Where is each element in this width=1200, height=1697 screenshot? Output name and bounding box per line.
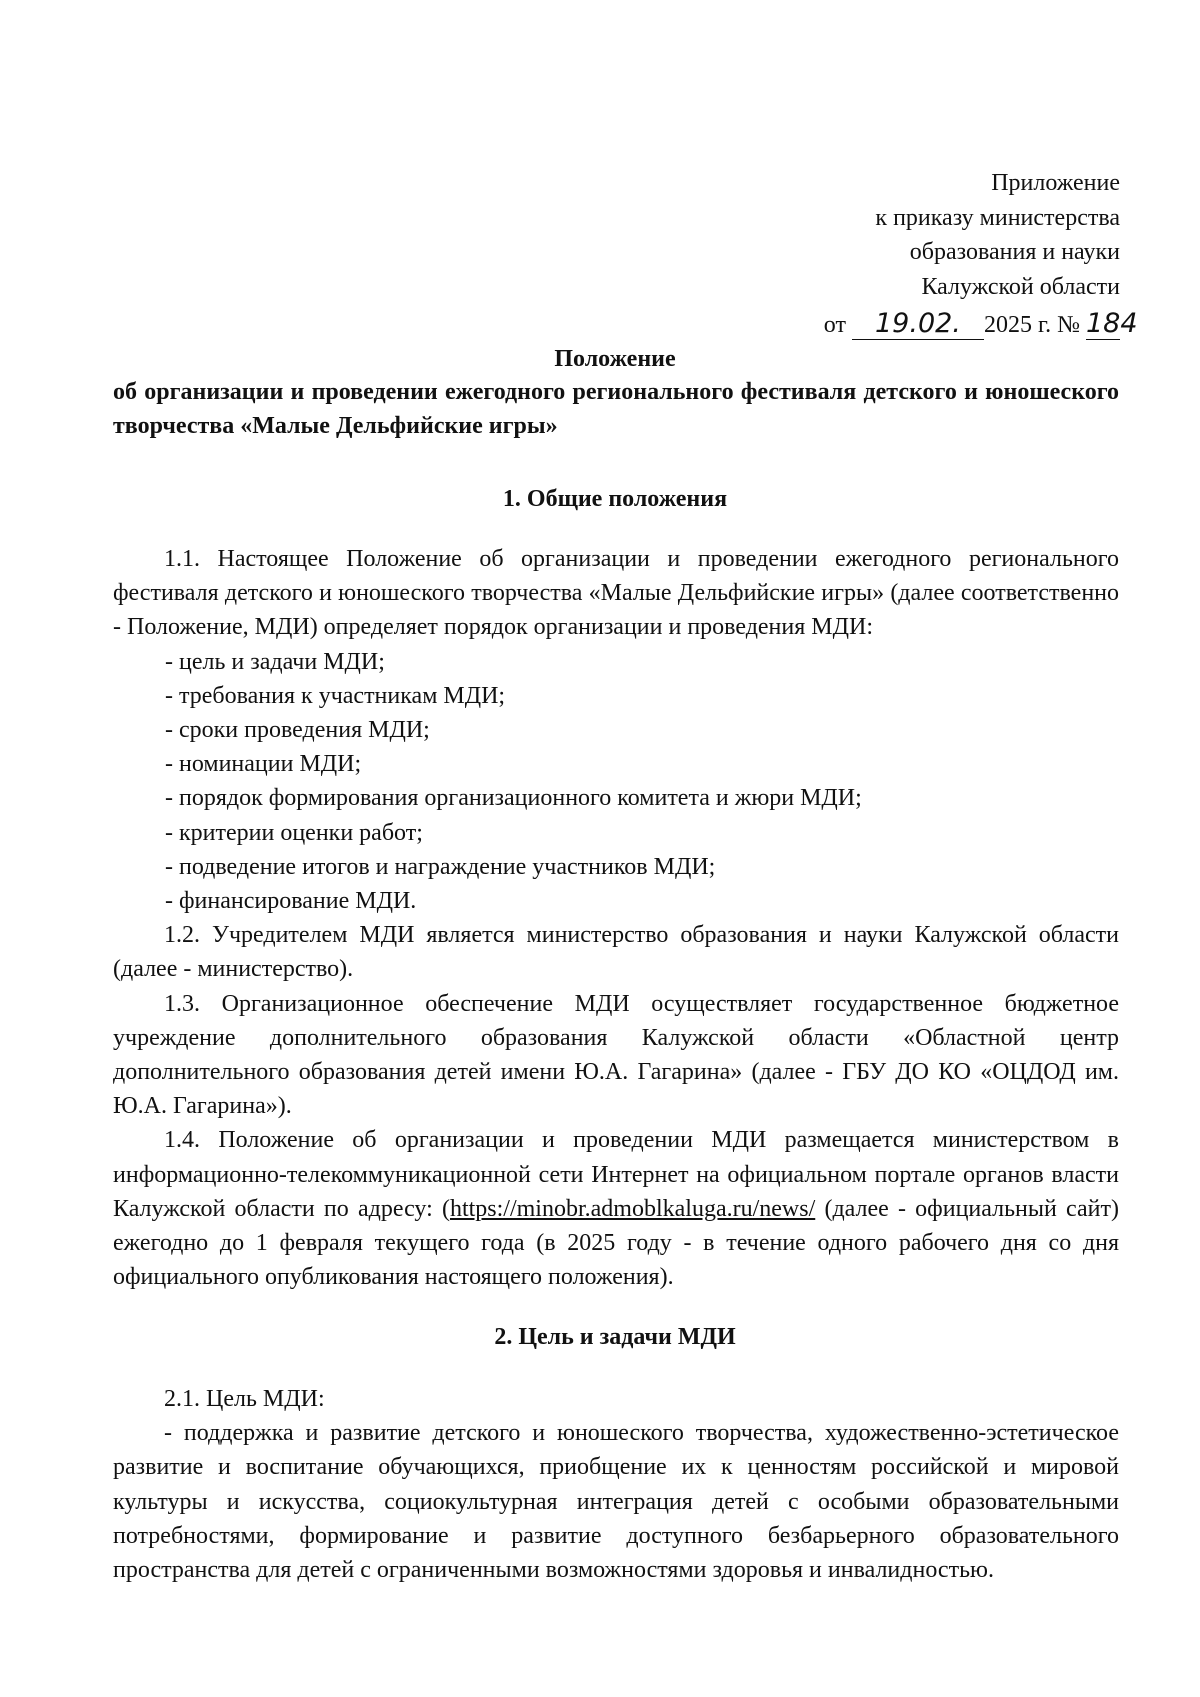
paragraph-2-1-goal: - поддержка и развитие детского и юношеского творчества, художественно-эстетическое развитие и воспитание обучающихся, приобщение их к ценностям российской и мировой культуры и искусства, социокультурная интеграция детей с особыми образовательными потребностями, формирование и развитие доступного безбарьерного образовательного пространства для детей с ограниченными возможностями здоровья и инвалидностью. — [113, 1420, 1119, 1584]
section-2-body — [113, 1382, 1119, 1587]
order-prefix: от — [823, 312, 846, 338]
list-item: - номинации МДИ; — [165, 751, 362, 778]
list-item: - подведение итогов и награждение участников МДИ; — [165, 853, 716, 880]
appendix-line: образования и науки — [909, 239, 1120, 265]
paragraph-1-1: 1.1. Настоящее Положение об организации и проведении ежегодного регионального фестиваля детского и юношеского творчества «Малые Дельфийские игры» (далее соответственно - Положение, МДИ) определяет порядок организации и проведения МДИ: — [113, 546, 1119, 641]
appendix-line: к приказу министерства — [875, 204, 1120, 231]
list-item: - цель и задачи МДИ; — [165, 648, 385, 675]
appendix-block — [680, 166, 1120, 304]
paragraph-1-4-text: 1.4. Положение об организации и проведении МДИ размещается министерством в информационно-телекоммуникационной сети Интернет на официальном портале органов власти Калужской области по адресу: ( — [113, 1127, 1119, 1222]
list-item: - требования к участникам МДИ; — [165, 682, 506, 709]
order-year: 2025 г. № — [983, 312, 1080, 338]
section-1-heading: 1. Общие положения — [502, 486, 728, 512]
order-date-handwritten: 19.02. — [852, 309, 984, 340]
order-date-number — [680, 308, 1138, 342]
document-title: Положение — [554, 346, 676, 372]
section-1-body — [113, 542, 1119, 1294]
list-item: - критерии оценки работ; — [165, 819, 423, 846]
paragraph-1-4-text-end: (далее - официальный сайт) ежегодно до 1 февраля текущего года (в 2025 году - в течение одного рабочего дня со дня официального опубликования настоящего положения). — [113, 1195, 1119, 1291]
appendix-line: Калужской области — [921, 273, 1120, 300]
section-2-heading: 2. Цель и задачи МДИ — [494, 1324, 736, 1350]
paragraph-2-1: 2.1. Цель МДИ: — [164, 1386, 325, 1412]
official-site-link[interactable]: https://minobr.admoblkaluga.ru/news/ — [449, 1195, 816, 1222]
paragraph-1-3: 1.3. Организационное обеспечение МДИ осуществляет государственное бюджетное учреждение дополнительного образования Калужской области «Областной центр дополнительного образования детей имени Ю.А. Гагарина» (далее - ГБУ ДО КО «ОЦДОД им. Ю.А. Гагарина»). — [113, 990, 1119, 1120]
list-item: - сроки проведения МДИ; — [165, 717, 430, 744]
paragraph-1-4 — [113, 1123, 1119, 1294]
list-item: - порядок формирования организационного комитета и жюри МДИ; — [165, 785, 862, 812]
appendix-line: Приложение — [991, 170, 1120, 196]
document-subtitle: об организации и проведении ежегодного регионального фестиваля детского и юношеского творчества «Малые Дельфийские игры» — [113, 379, 1119, 439]
order-number-handwritten: 184 — [1086, 308, 1138, 339]
list-item: - финансирование МДИ. — [165, 888, 417, 915]
paragraph-1-2: 1.2. Учредителем МДИ является министерство образования и науки Калужской области (далее - министерство). — [113, 922, 1119, 983]
